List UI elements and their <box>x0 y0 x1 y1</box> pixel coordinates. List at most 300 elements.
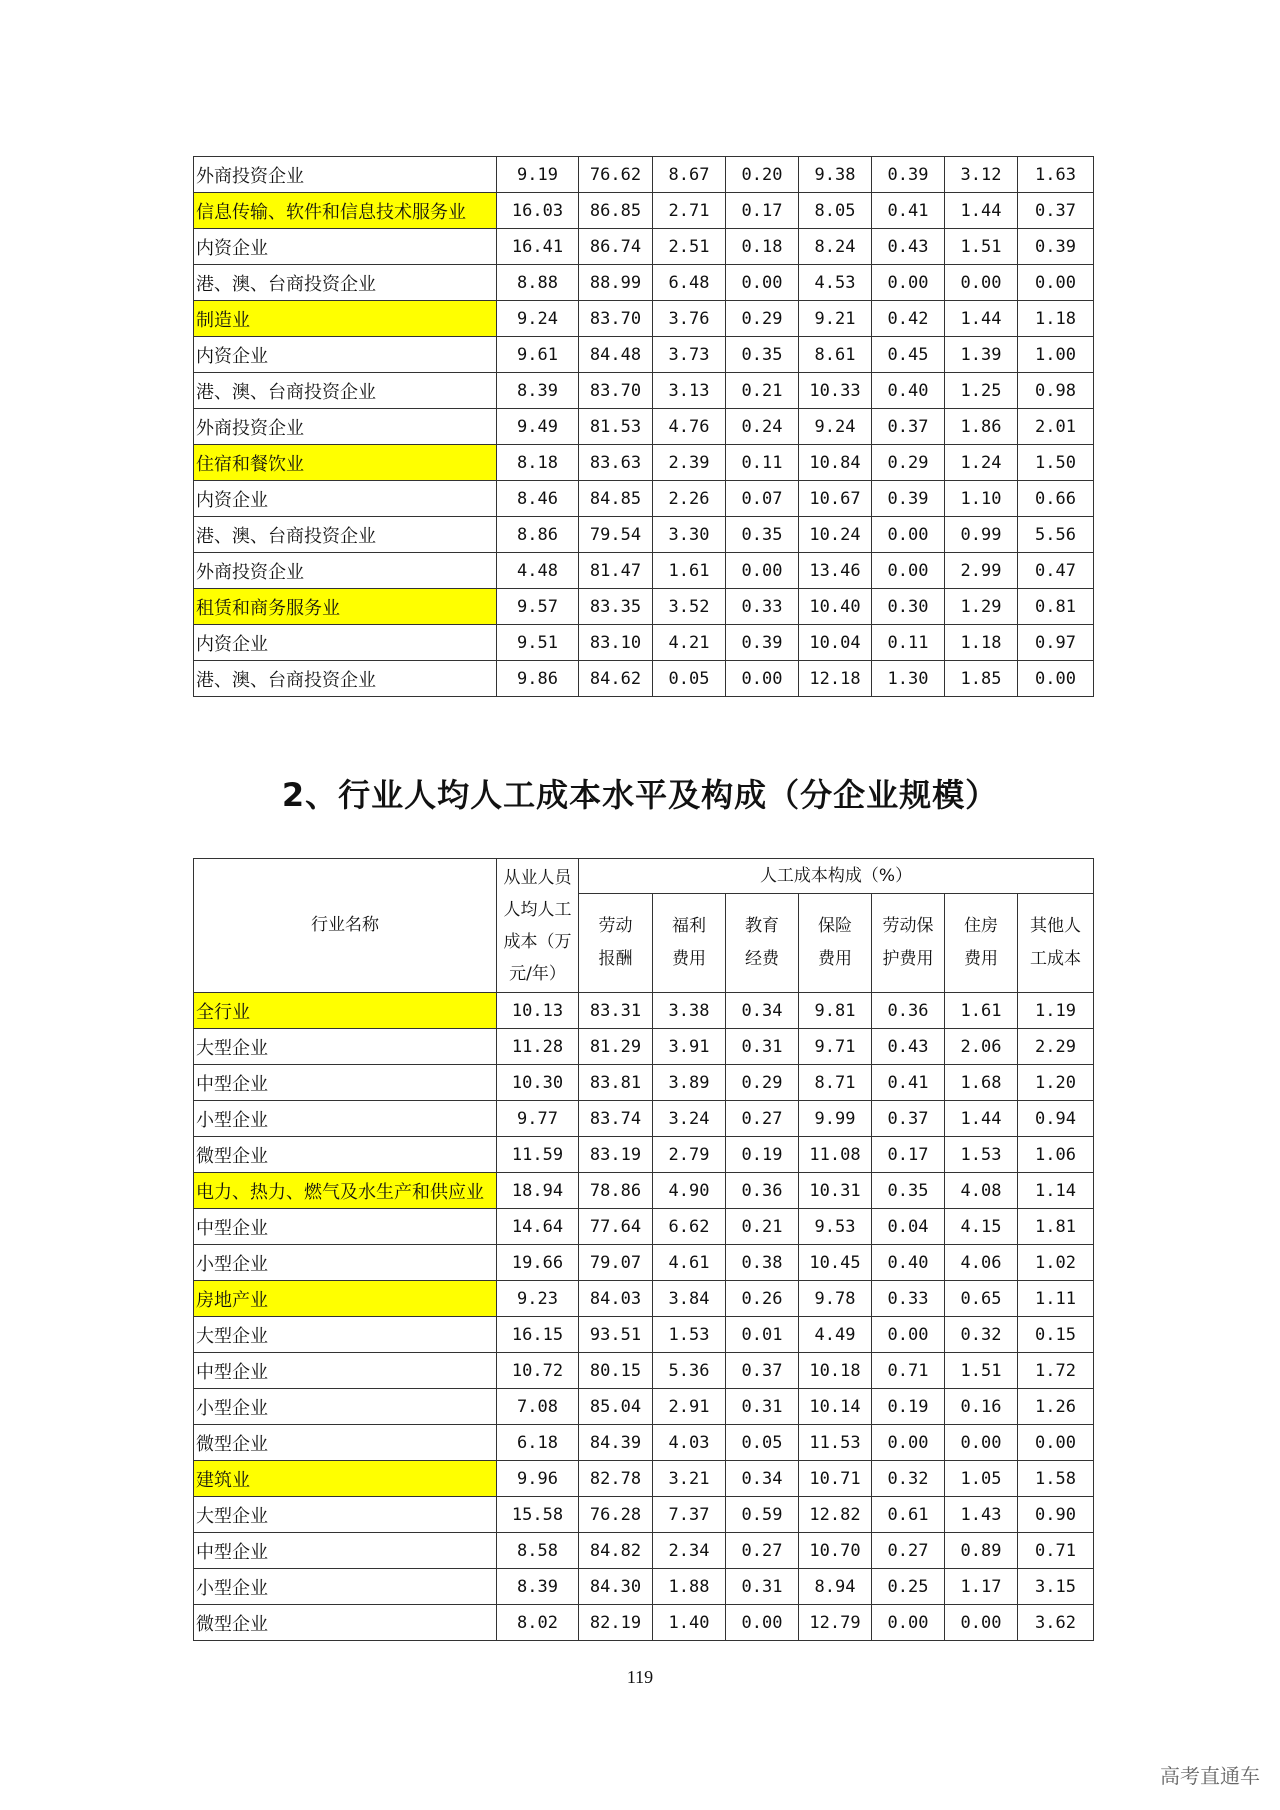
header-per-capita-line4: 元/年） <box>509 963 566 984</box>
category-name-cell: 内资企业 <box>194 337 497 373</box>
value-cell: 10.14 <box>799 1389 872 1425</box>
value-cell: 3.38 <box>653 993 726 1029</box>
value-cell: 3.12 <box>945 157 1018 193</box>
category-name-cell: 港、澳、台商投资企业 <box>194 373 497 409</box>
value-cell: 1.86 <box>945 409 1018 445</box>
value-cell: 79.54 <box>579 517 653 553</box>
value-cell: 3.21 <box>653 1461 726 1497</box>
value-cell: 0.01 <box>726 1317 799 1353</box>
value-cell: 9.51 <box>497 625 579 661</box>
value-cell: 1.44 <box>945 1101 1018 1137</box>
value-cell: 5.56 <box>1018 517 1094 553</box>
value-cell: 0.65 <box>945 1281 1018 1317</box>
value-cell: 0.00 <box>872 1317 945 1353</box>
value-cell: 0.37 <box>1018 193 1094 229</box>
table-row <box>194 1497 1094 1533</box>
value-cell: 8.02 <box>497 1605 579 1641</box>
value-cell: 77.64 <box>579 1209 653 1245</box>
table-row <box>194 661 1094 697</box>
value-cell: 1.05 <box>945 1461 1018 1497</box>
category-name-cell: 小型企业 <box>194 1101 497 1137</box>
table-row <box>194 589 1094 625</box>
value-cell: 1.61 <box>653 553 726 589</box>
value-cell: 1.53 <box>945 1137 1018 1173</box>
value-cell: 10.70 <box>799 1533 872 1569</box>
header-sub-column <box>653 894 726 993</box>
category-name-cell: 内资企业 <box>194 481 497 517</box>
header-sub-column-line: 费用 <box>964 949 998 969</box>
value-cell: 9.96 <box>497 1461 579 1497</box>
value-cell: 10.30 <box>497 1065 579 1101</box>
category-name-cell: 外商投资企业 <box>194 553 497 589</box>
value-cell: 0.39 <box>726 625 799 661</box>
value-cell: 0.00 <box>1018 1425 1094 1461</box>
table-row <box>194 1281 1094 1317</box>
value-cell: 83.70 <box>579 373 653 409</box>
value-cell: 1.50 <box>1018 445 1094 481</box>
value-cell: 1.51 <box>945 229 1018 265</box>
value-cell: 0.31 <box>726 1029 799 1065</box>
value-cell: 0.98 <box>1018 373 1094 409</box>
category-name-cell: 微型企业 <box>194 1425 497 1461</box>
category-name-cell: 小型企业 <box>194 1389 497 1425</box>
value-cell: 85.04 <box>579 1389 653 1425</box>
value-cell: 10.04 <box>799 625 872 661</box>
value-cell: 10.24 <box>799 517 872 553</box>
category-name-cell: 港、澳、台商投资企业 <box>194 265 497 301</box>
value-cell: 3.91 <box>653 1029 726 1065</box>
category-name-cell: 大型企业 <box>194 1029 497 1065</box>
value-cell: 1.18 <box>1018 301 1094 337</box>
value-cell: 83.74 <box>579 1101 653 1137</box>
value-cell: 11.08 <box>799 1137 872 1173</box>
value-cell: 9.23 <box>497 1281 579 1317</box>
table-row <box>194 1137 1094 1173</box>
value-cell: 0.42 <box>872 301 945 337</box>
value-cell: 9.24 <box>799 409 872 445</box>
value-cell: 8.61 <box>799 337 872 373</box>
value-cell: 3.24 <box>653 1101 726 1137</box>
category-name-cell: 大型企业 <box>194 1317 497 1353</box>
value-cell: 13.46 <box>799 553 872 589</box>
value-cell: 8.39 <box>497 373 579 409</box>
value-cell: 93.51 <box>579 1317 653 1353</box>
value-cell: 14.64 <box>497 1209 579 1245</box>
value-cell: 83.10 <box>579 625 653 661</box>
table-row <box>194 1569 1094 1605</box>
value-cell: 1.40 <box>653 1605 726 1641</box>
value-cell: 9.57 <box>497 589 579 625</box>
industry-name-cell: 电力、热力、燃气及水生产和供应业 <box>194 1173 497 1209</box>
value-cell: 0.34 <box>726 1461 799 1497</box>
value-cell: 1.61 <box>945 993 1018 1029</box>
category-name-cell: 中型企业 <box>194 1065 497 1101</box>
value-cell: 8.58 <box>497 1533 579 1569</box>
value-cell: 1.17 <box>945 1569 1018 1605</box>
value-cell: 2.99 <box>945 553 1018 589</box>
value-cell: 1.39 <box>945 337 1018 373</box>
value-cell: 0.71 <box>1018 1533 1094 1569</box>
category-name-cell: 小型企业 <box>194 1569 497 1605</box>
value-cell: 1.30 <box>872 661 945 697</box>
value-cell: 4.61 <box>653 1245 726 1281</box>
value-cell: 1.02 <box>1018 1245 1094 1281</box>
header-sub-column-line: 劳动 <box>598 916 633 936</box>
header-sub-column-line: 住房 <box>964 916 998 936</box>
table-row <box>194 229 1094 265</box>
value-cell: 11.53 <box>799 1425 872 1461</box>
value-cell: 0.39 <box>872 481 945 517</box>
value-cell: 0.20 <box>726 157 799 193</box>
value-cell: 4.15 <box>945 1209 1018 1245</box>
header-sub-column-line: 教育 <box>745 916 779 936</box>
value-cell: 10.72 <box>497 1353 579 1389</box>
table-row <box>194 1389 1094 1425</box>
value-cell: 0.21 <box>726 373 799 409</box>
value-cell: 3.76 <box>653 301 726 337</box>
value-cell: 0.40 <box>872 1245 945 1281</box>
header-sub-column-line: 经费 <box>745 949 779 969</box>
value-cell: 83.70 <box>579 301 653 337</box>
value-cell: 12.82 <box>799 1497 872 1533</box>
value-cell: 0.24 <box>726 409 799 445</box>
header-per-capita-line3: 成本（万 <box>503 931 572 952</box>
category-name-cell: 内资企业 <box>194 229 497 265</box>
value-cell: 9.78 <box>799 1281 872 1317</box>
value-cell: 1.44 <box>945 301 1018 337</box>
value-cell: 2.79 <box>653 1137 726 1173</box>
table-row <box>194 193 1094 229</box>
category-name-cell: 港、澳、台商投资企业 <box>194 517 497 553</box>
table-row <box>194 1173 1094 1209</box>
value-cell: 16.41 <box>497 229 579 265</box>
value-cell: 9.38 <box>799 157 872 193</box>
value-cell: 1.88 <box>653 1569 726 1605</box>
value-cell: 0.33 <box>872 1281 945 1317</box>
value-cell: 3.62 <box>1018 1605 1094 1641</box>
value-cell: 0.29 <box>872 445 945 481</box>
value-cell: 2.71 <box>653 193 726 229</box>
value-cell: 12.18 <box>799 661 872 697</box>
value-cell: 8.18 <box>497 445 579 481</box>
value-cell: 10.13 <box>497 993 579 1029</box>
value-cell: 3.89 <box>653 1065 726 1101</box>
value-cell: 10.18 <box>799 1353 872 1389</box>
industry-name-cell: 住宿和餐饮业 <box>194 445 497 481</box>
value-cell: 83.63 <box>579 445 653 481</box>
value-cell: 1.68 <box>945 1065 1018 1101</box>
value-cell: 83.31 <box>579 993 653 1029</box>
value-cell: 1.11 <box>1018 1281 1094 1317</box>
value-cell: 9.99 <box>799 1101 872 1137</box>
value-cell: 8.05 <box>799 193 872 229</box>
value-cell: 1.06 <box>1018 1137 1094 1173</box>
value-cell: 9.53 <box>799 1209 872 1245</box>
value-cell: 0.05 <box>653 661 726 697</box>
value-cell: 0.00 <box>726 1605 799 1641</box>
value-cell: 9.49 <box>497 409 579 445</box>
value-cell: 19.66 <box>497 1245 579 1281</box>
value-cell: 2.51 <box>653 229 726 265</box>
table-row <box>194 993 1094 1029</box>
header-sub-column-line: 护费用 <box>882 949 934 969</box>
header-sub-column-line: 保险 <box>818 916 852 936</box>
value-cell: 0.41 <box>872 1065 945 1101</box>
value-cell: 84.82 <box>579 1533 653 1569</box>
value-cell: 84.48 <box>579 337 653 373</box>
value-cell: 0.00 <box>872 553 945 589</box>
value-cell: 1.25 <box>945 373 1018 409</box>
industry-name-cell: 信息传输、软件和信息技术服务业 <box>194 193 497 229</box>
value-cell: 0.33 <box>726 589 799 625</box>
value-cell: 1.19 <box>1018 993 1094 1029</box>
header-sub-column <box>799 894 872 993</box>
table-row <box>194 265 1094 301</box>
value-cell: 0.36 <box>726 1173 799 1209</box>
value-cell: 0.05 <box>726 1425 799 1461</box>
value-cell: 5.36 <box>653 1353 726 1389</box>
value-cell: 0.25 <box>872 1569 945 1605</box>
header-per-capita-line1: 从业人员 <box>503 867 572 888</box>
value-cell: 3.13 <box>653 373 726 409</box>
value-cell: 0.39 <box>872 157 945 193</box>
value-cell: 0.00 <box>872 517 945 553</box>
value-cell: 83.81 <box>579 1065 653 1101</box>
value-cell: 10.33 <box>799 373 872 409</box>
value-cell: 1.29 <box>945 589 1018 625</box>
value-cell: 0.00 <box>872 1425 945 1461</box>
value-cell: 0.00 <box>1018 661 1094 697</box>
value-cell: 1.18 <box>945 625 1018 661</box>
table-row <box>194 1605 1094 1641</box>
value-cell: 84.30 <box>579 1569 653 1605</box>
value-cell: 0.36 <box>872 993 945 1029</box>
header-sub-column-line: 费用 <box>818 949 852 969</box>
value-cell: 9.81 <box>799 993 872 1029</box>
value-cell: 88.99 <box>579 265 653 301</box>
value-cell: 2.06 <box>945 1029 1018 1065</box>
value-cell: 8.88 <box>497 265 579 301</box>
table-row <box>194 1209 1094 1245</box>
table-row <box>194 337 1094 373</box>
table-row <box>194 1353 1094 1389</box>
value-cell: 0.27 <box>872 1533 945 1569</box>
value-cell: 2.26 <box>653 481 726 517</box>
value-cell: 9.61 <box>497 337 579 373</box>
header-sub-column <box>1018 894 1094 993</box>
category-name-cell: 大型企业 <box>194 1497 497 1533</box>
value-cell: 83.19 <box>579 1137 653 1173</box>
table-row <box>194 373 1094 409</box>
value-cell: 0.35 <box>726 337 799 373</box>
value-cell: 81.47 <box>579 553 653 589</box>
value-cell: 10.67 <box>799 481 872 517</box>
header-per-capita-line2: 人均人工 <box>503 899 572 920</box>
value-cell: 1.14 <box>1018 1173 1094 1209</box>
value-cell: 3.30 <box>653 517 726 553</box>
value-cell: 4.03 <box>653 1425 726 1461</box>
value-cell: 10.71 <box>799 1461 872 1497</box>
value-cell: 1.26 <box>1018 1389 1094 1425</box>
value-cell: 81.53 <box>579 409 653 445</box>
value-cell: 81.29 <box>579 1029 653 1065</box>
value-cell: 10.31 <box>799 1173 872 1209</box>
header-sub-column <box>579 894 653 993</box>
value-cell: 0.40 <box>872 373 945 409</box>
value-cell: 76.62 <box>579 157 653 193</box>
value-cell: 0.41 <box>872 193 945 229</box>
value-cell: 0.11 <box>726 445 799 481</box>
value-cell: 6.48 <box>653 265 726 301</box>
value-cell: 0.00 <box>726 553 799 589</box>
value-cell: 0.38 <box>726 1245 799 1281</box>
value-cell: 84.03 <box>579 1281 653 1317</box>
value-cell: 2.91 <box>653 1389 726 1425</box>
value-cell: 8.24 <box>799 229 872 265</box>
value-cell: 2.29 <box>1018 1029 1094 1065</box>
value-cell: 0.32 <box>945 1317 1018 1353</box>
value-cell: 1.24 <box>945 445 1018 481</box>
value-cell: 0.19 <box>726 1137 799 1173</box>
value-cell: 0.37 <box>726 1353 799 1389</box>
table-row <box>194 1029 1094 1065</box>
header-industry-name: 行业名称 <box>194 859 497 993</box>
value-cell: 84.39 <box>579 1425 653 1461</box>
value-cell: 4.48 <box>497 553 579 589</box>
value-cell: 0.00 <box>872 265 945 301</box>
value-cell: 9.21 <box>799 301 872 337</box>
industry-name-cell: 建筑业 <box>194 1461 497 1497</box>
value-cell: 4.49 <box>799 1317 872 1353</box>
category-name-cell: 内资企业 <box>194 625 497 661</box>
value-cell: 0.29 <box>726 301 799 337</box>
value-cell: 7.37 <box>653 1497 726 1533</box>
value-cell: 82.19 <box>579 1605 653 1641</box>
header-sub-column <box>945 894 1018 993</box>
value-cell: 6.62 <box>653 1209 726 1245</box>
table-row <box>194 1461 1094 1497</box>
value-cell: 86.85 <box>579 193 653 229</box>
header-sub-column <box>872 894 945 993</box>
value-cell: 9.86 <box>497 661 579 697</box>
header-sub-column <box>726 894 799 993</box>
value-cell: 0.00 <box>945 265 1018 301</box>
value-cell: 8.67 <box>653 157 726 193</box>
value-cell: 4.90 <box>653 1173 726 1209</box>
value-cell: 84.85 <box>579 481 653 517</box>
value-cell: 1.81 <box>1018 1209 1094 1245</box>
value-cell: 2.34 <box>653 1533 726 1569</box>
value-cell: 0.17 <box>726 193 799 229</box>
value-cell: 0.66 <box>1018 481 1094 517</box>
value-cell: 8.46 <box>497 481 579 517</box>
category-name-cell: 外商投资企业 <box>194 157 497 193</box>
header-per-capita-cost <box>497 859 579 993</box>
table-row <box>194 517 1094 553</box>
value-cell: 8.86 <box>497 517 579 553</box>
value-cell: 0.43 <box>872 229 945 265</box>
value-cell: 0.21 <box>726 1209 799 1245</box>
value-cell: 1.85 <box>945 661 1018 697</box>
page-number: 119 <box>626 1667 654 1687</box>
value-cell: 0.35 <box>726 517 799 553</box>
value-cell: 0.00 <box>872 1605 945 1641</box>
value-cell: 0.90 <box>1018 1497 1094 1533</box>
table-row <box>194 553 1094 589</box>
value-cell: 3.73 <box>653 337 726 373</box>
value-cell: 0.31 <box>726 1569 799 1605</box>
value-cell: 1.43 <box>945 1497 1018 1533</box>
value-cell: 12.79 <box>799 1605 872 1641</box>
value-cell: 7.08 <box>497 1389 579 1425</box>
value-cell: 10.45 <box>799 1245 872 1281</box>
value-cell: 3.84 <box>653 1281 726 1317</box>
value-cell: 78.86 <box>579 1173 653 1209</box>
value-cell: 0.15 <box>1018 1317 1094 1353</box>
value-cell: 0.32 <box>872 1461 945 1497</box>
industry-name-cell: 制造业 <box>194 301 497 337</box>
value-cell: 8.39 <box>497 1569 579 1605</box>
table-row <box>194 1425 1094 1461</box>
value-cell: 4.21 <box>653 625 726 661</box>
category-name-cell: 微型企业 <box>194 1137 497 1173</box>
value-cell: 1.00 <box>1018 337 1094 373</box>
value-cell: 11.28 <box>497 1029 579 1065</box>
watermark-text: 高考直通车 <box>1160 1764 1260 1788</box>
value-cell: 0.29 <box>726 1065 799 1101</box>
value-cell: 0.07 <box>726 481 799 517</box>
table-row <box>194 301 1094 337</box>
header-sub-column-line: 其他人 <box>1030 916 1082 936</box>
value-cell: 0.59 <box>726 1497 799 1533</box>
value-cell: 3.52 <box>653 589 726 625</box>
value-cell: 16.15 <box>497 1317 579 1353</box>
table-row <box>194 1533 1094 1569</box>
industry-name-cell: 全行业 <box>194 993 497 1029</box>
category-name-cell: 港、澳、台商投资企业 <box>194 661 497 697</box>
value-cell: 1.20 <box>1018 1065 1094 1101</box>
value-cell: 10.40 <box>799 589 872 625</box>
value-cell: 0.39 <box>1018 229 1094 265</box>
value-cell: 4.06 <box>945 1245 1018 1281</box>
value-cell: 0.89 <box>945 1533 1018 1569</box>
header-sub-column-line: 劳动保 <box>882 916 934 936</box>
value-cell: 9.71 <box>799 1029 872 1065</box>
table-row <box>194 481 1094 517</box>
table-row <box>194 445 1094 481</box>
category-name-cell: 微型企业 <box>194 1605 497 1641</box>
value-cell: 0.45 <box>872 337 945 373</box>
value-cell: 0.61 <box>872 1497 945 1533</box>
value-cell: 0.17 <box>872 1137 945 1173</box>
table-row <box>194 625 1094 661</box>
header-sub-column-line: 工成本 <box>1030 949 1082 969</box>
value-cell: 84.62 <box>579 661 653 697</box>
value-cell: 1.63 <box>1018 157 1094 193</box>
value-cell: 0.19 <box>872 1389 945 1425</box>
value-cell: 1.44 <box>945 193 1018 229</box>
value-cell: 0.43 <box>872 1029 945 1065</box>
value-cell: 8.94 <box>799 1569 872 1605</box>
table-row <box>194 1317 1094 1353</box>
value-cell: 82.78 <box>579 1461 653 1497</box>
category-name-cell: 外商投资企业 <box>194 409 497 445</box>
category-name-cell: 小型企业 <box>194 1245 497 1281</box>
value-cell: 0.81 <box>1018 589 1094 625</box>
industry-name-cell: 租赁和商务服务业 <box>194 589 497 625</box>
value-cell: 1.72 <box>1018 1353 1094 1389</box>
value-cell: 0.00 <box>945 1605 1018 1641</box>
